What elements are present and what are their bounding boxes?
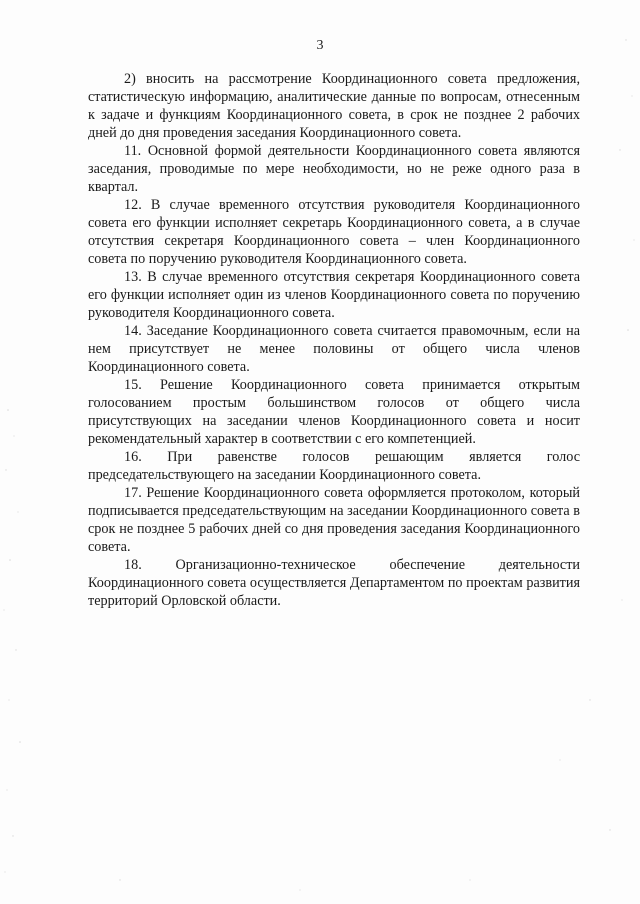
paragraph-18: 18. Организационно-техническое обеспечение деятельности Координационного совета осуществляется Департаментом по проектам развития территорий Орловской области. [88, 557, 580, 609]
paragraph-17: 17. Решение Координационного совета оформляется протоколом, который подписывается председательствующим на заседании Координационного совета в срок не позднее 5 рабочих дней со дня проведения заседания Координационного совета. [88, 485, 580, 555]
paragraph-13: 13. В случае временного отсутствия секретаря Координационного совета его функции исполняет один из членов Координационного совета по поручению руководителя Координационного совета. [88, 269, 580, 321]
paragraph-16: 16. При равенстве голосов решающим является голос председательствующего на заседании Координационного совета. [88, 449, 580, 483]
paragraph-14: 14. Заседание Координационного совета считается правомочным, если на нем присутствует не менее половины от общего числа членов Координационного совета. [88, 323, 580, 375]
paragraph-15: 15. Решение Координационного совета принимается открытым голосованием простым большинством голосов от общего числа присутствующих на заседании членов Координационного совета и носит рекомендательный характер в соответствии с его компетенцией. [88, 377, 580, 447]
document-body [88, 70, 580, 610]
paragraph-item-2: 2) вносить на рассмотрение Координационного совета предложения, статистическую информацию, аналитические данные по вопросам, отнесенным к задаче и функциям Координационного совета, в срок не позднее 2 рабочих дней до дня проведения заседания Координационного совета. [88, 71, 580, 141]
page-number: 3 [316, 38, 324, 53]
paragraph-11: 11. Основной формой деятельности Координационного совета являются заседания, проводимые по мере необходимости, но не реже одного раза в квартал. [88, 143, 580, 195]
paragraph-12: 12. В случае временного отсутствия руководителя Координационного совета его функции исполняет секретарь Координационного совета, а в случае отсутствия секретаря Координационного совета – член Координационного совета по поручению руководителя Координационного совета. [88, 197, 580, 267]
